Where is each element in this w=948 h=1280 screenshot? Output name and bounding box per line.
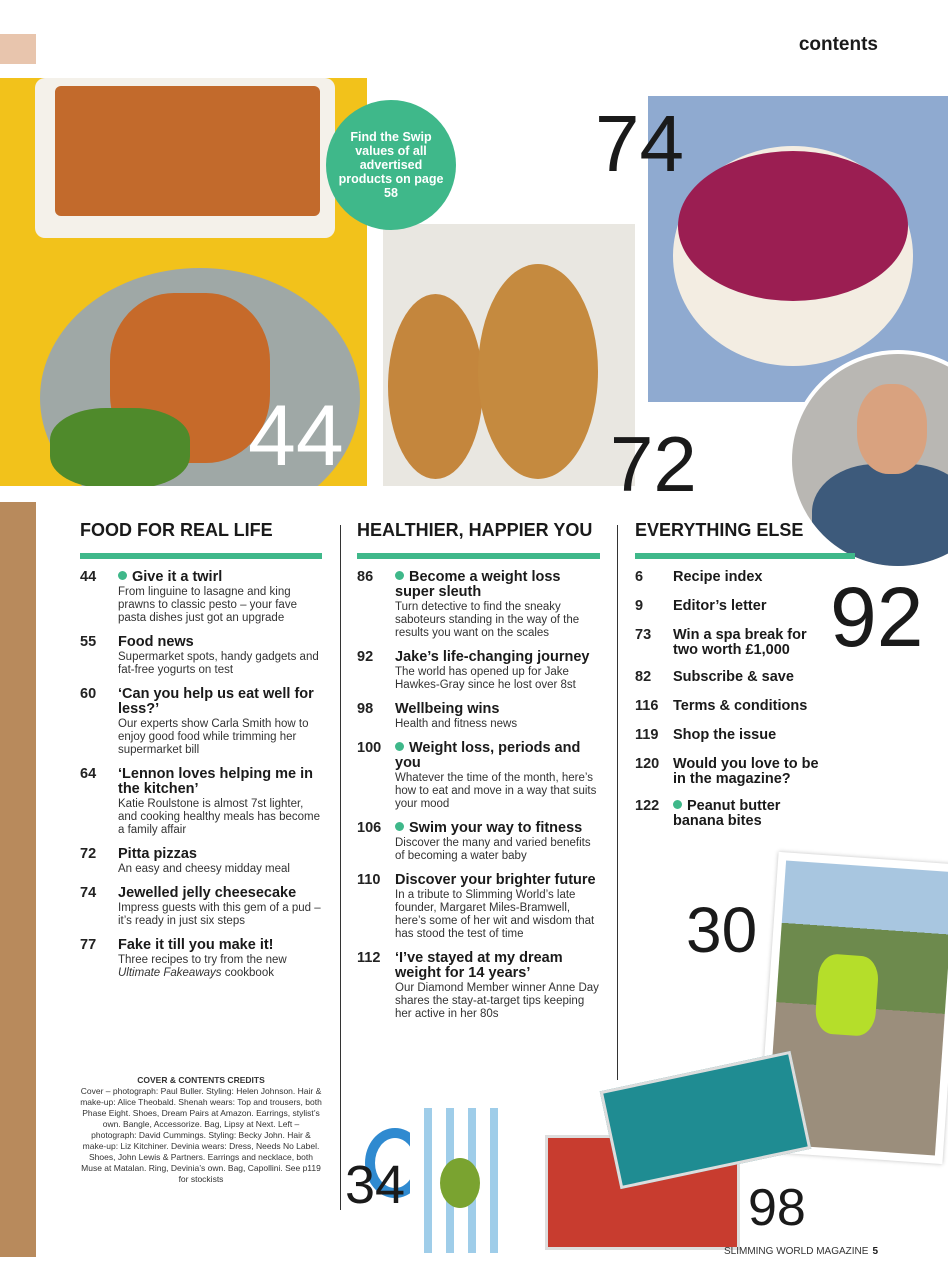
section-heading: EVERYTHING ELSE [635, 520, 804, 540]
page-number: 5 [872, 1246, 878, 1257]
toc-entry[interactable] [635, 628, 835, 658]
entry-title: Weight loss, periods and you [395, 740, 581, 771]
entry-page: 44 [80, 569, 97, 585]
toc-entry[interactable] [80, 687, 322, 757]
toc-entry[interactable] [357, 741, 600, 811]
toc-entry[interactable] [635, 799, 835, 829]
entry-page: 74 [80, 885, 97, 901]
entry-page: 64 [80, 766, 97, 782]
entry-page: 72 [80, 846, 97, 862]
entry-title: Recipe index [673, 569, 763, 585]
entry-title: Wellbeing wins [395, 701, 500, 717]
entry-title: Would you love to be in the magazine? [673, 756, 819, 787]
entry-title: Subscribe & save [673, 669, 794, 685]
entry-page: 110 [357, 872, 381, 888]
section-food-for-real-life [80, 520, 322, 990]
entry-description: In a tribute to Slimming World’s late founder, Margaret Miles-Bramwell, here’s some of her wit and wisdom that has stood the test of time [395, 889, 595, 940]
credits-text: Cover – photograph: Paul Buller. Styling: Helen Johnson. Hair & make-up: Alice Theobald. Shenah wears: Top and trousers, both Phase Eight. Shoes, Dream Pairs at Amazon. Earrings, stylist’s own. Bangle, Accessorize. Bag, Lipsy at Next. Left – photograph: David Cummings. Styling: Becky John. Hair & make-up: Liz Kitchiner. Devinia wears: Dress, Needs No Label. Shoes, John Lewis & Partners. Earrings and necklace, both Muse at Matalan. Ring, Devinia’s own. Bag, Capollini. See p119 for stockists [80, 1086, 322, 1184]
feature-number-98: 98 [748, 1179, 806, 1237]
section-healthier-happier-you [357, 520, 600, 1031]
entry-title: Terms & conditions [673, 698, 808, 714]
toc-entry[interactable] [357, 951, 600, 1021]
entry-description: Impress guests with this gem of a pud – it’s ready in just six steps [118, 902, 321, 927]
entry-title: Give it a twirl [132, 569, 223, 585]
feature-number-72: 72 [610, 420, 697, 508]
entry-description: Our experts show Carla Smith how to enjoy good food while trimming her supermarket bill [118, 718, 309, 756]
entry-title: Pitta pizzas [118, 846, 197, 862]
entry-page: 92 [357, 649, 374, 665]
section-heading: FOOD FOR REAL LIFE [80, 520, 273, 540]
section-rule [357, 553, 600, 559]
credits-heading: COVER & CONTENTS CREDITS [137, 1075, 265, 1085]
entry-page: 9 [635, 598, 644, 614]
entry-title: ‘Can you help us eat well for less?’ [118, 686, 314, 717]
toc-entry[interactable] [635, 728, 835, 743]
toc-entry[interactable] [80, 847, 322, 876]
entry-description: Turn detective to find the sneaky saboteurs standing in the way of the results you want on the scales [395, 601, 580, 639]
entry-title: Fake it till you make it! [118, 937, 274, 953]
toc-entry[interactable] [80, 886, 322, 928]
entry-page: 119 [635, 727, 659, 743]
entry-page: 122 [635, 798, 660, 814]
entry-description: Discover the many and varied benefits of becoming a water baby [395, 837, 591, 862]
page-title: contents [798, 34, 878, 55]
toc-entry[interactable] [80, 635, 322, 677]
entry-title: Jake’s life-changing journey [395, 649, 590, 665]
feature-number-34: 34 [345, 1155, 406, 1215]
column-divider [617, 525, 618, 1080]
entry-title: Shop the issue [673, 727, 777, 743]
entry-description: Our Diamond Member winner Anne Day shares the stay-at-target tips keeping her active in her 80s [395, 982, 599, 1020]
toc-entry[interactable] [635, 670, 835, 685]
recipe-dot-icon [395, 571, 404, 580]
entry-page: 112 [357, 950, 381, 966]
feature-number-30: 30 [686, 894, 758, 966]
recipe-dot-icon [395, 742, 404, 751]
feature-number-92: 92 [830, 570, 924, 664]
entry-description: Three recipes to try from the new Ultimate Fakeaways cookbook [118, 954, 287, 979]
entry-description: Supermarket spots, handy gadgets and fat-free yogurts on test [118, 651, 319, 676]
toc-entry[interactable] [357, 570, 600, 640]
pitta-pizza-photo [383, 224, 635, 486]
entry-description: From linguine to lasagne and king prawns to classic pesto – your fave pasta dishes just got an upgrade [118, 586, 297, 624]
magazine-name: SLIMMING WORLD MAGAZINE [723, 1246, 869, 1257]
entry-title: Jewelled jelly cheesecake [118, 885, 297, 901]
toc-entry[interactable] [635, 699, 835, 714]
entry-page: 6 [635, 569, 644, 585]
section-everything-else [635, 520, 835, 843]
toc-entry[interactable] [80, 570, 322, 625]
recipe-dot-icon [395, 822, 404, 831]
toc-entry[interactable] [635, 599, 835, 614]
swip-badge: Find the Swip values of all advertised products on page 58 [326, 100, 456, 230]
entry-title: Win a spa break for two worth £1,000 [673, 627, 807, 658]
section-rule [635, 553, 855, 559]
entry-title: Swim your way to fitness [409, 820, 583, 836]
entry-page: 77 [80, 937, 97, 953]
toc-entry[interactable] [357, 702, 600, 731]
entry-page: 98 [357, 701, 374, 717]
recipe-dot-icon [673, 800, 682, 809]
entry-description: The world has opened up for Jake Hawkes-Gray since he lost over 8st [395, 666, 576, 691]
section-rule [80, 553, 322, 559]
recipe-dot-icon [118, 571, 127, 580]
entry-title: Food news [118, 634, 194, 650]
toc-entry[interactable] [357, 821, 600, 863]
cropped-photo-top-left [0, 34, 36, 64]
entry-page: 100 [357, 740, 382, 756]
toc-entry[interactable] [635, 757, 835, 787]
toc-entry[interactable] [80, 938, 322, 980]
entry-page: 55 [80, 634, 97, 650]
entry-title: ‘Lennon loves helping me in the kitchen’ [118, 766, 313, 797]
cocktail-bar-photo [600, 1051, 812, 1189]
entry-description: Katie Roulstone is almost 7st lighter, and cooking healthy meals has become a family affair [118, 798, 321, 836]
entry-page: 82 [635, 669, 652, 685]
entry-title: Peanut butter banana bites [673, 798, 781, 829]
entry-description: Health and fitness news [395, 718, 518, 730]
entry-title: Discover your brighter future [395, 872, 596, 888]
entry-page: 60 [80, 686, 97, 702]
entry-description: An easy and cheesy midday meal [118, 863, 290, 875]
cropped-photo-left-edge [0, 502, 36, 1257]
entry-description: Whatever the time of the month, here’s how to eat and move in a way that suits your mood [395, 772, 597, 810]
entry-page: 106 [357, 820, 382, 836]
section-heading: HEALTHIER, HAPPIER YOU [357, 520, 593, 540]
toc-entry[interactable] [357, 873, 600, 941]
entry-page: 73 [635, 627, 652, 643]
entry-page: 86 [357, 569, 374, 585]
entry-title: Become a weight loss super sleuth [395, 569, 561, 600]
entry-page: 120 [635, 756, 660, 772]
column-divider [340, 525, 341, 1210]
toc-entry[interactable] [80, 767, 322, 837]
feature-number-44: 44 [248, 388, 344, 484]
entry-page: 116 [635, 698, 659, 714]
toc-entry[interactable] [635, 570, 835, 585]
credits [80, 1075, 322, 1185]
page-footer [724, 1246, 878, 1257]
toc-entry[interactable] [357, 650, 600, 692]
entry-title: Editor’s letter [673, 598, 767, 614]
feature-number-74: 74 [595, 99, 684, 188]
entry-title: ‘I’ve stayed at my dream weight for 14 years’ [395, 950, 563, 981]
